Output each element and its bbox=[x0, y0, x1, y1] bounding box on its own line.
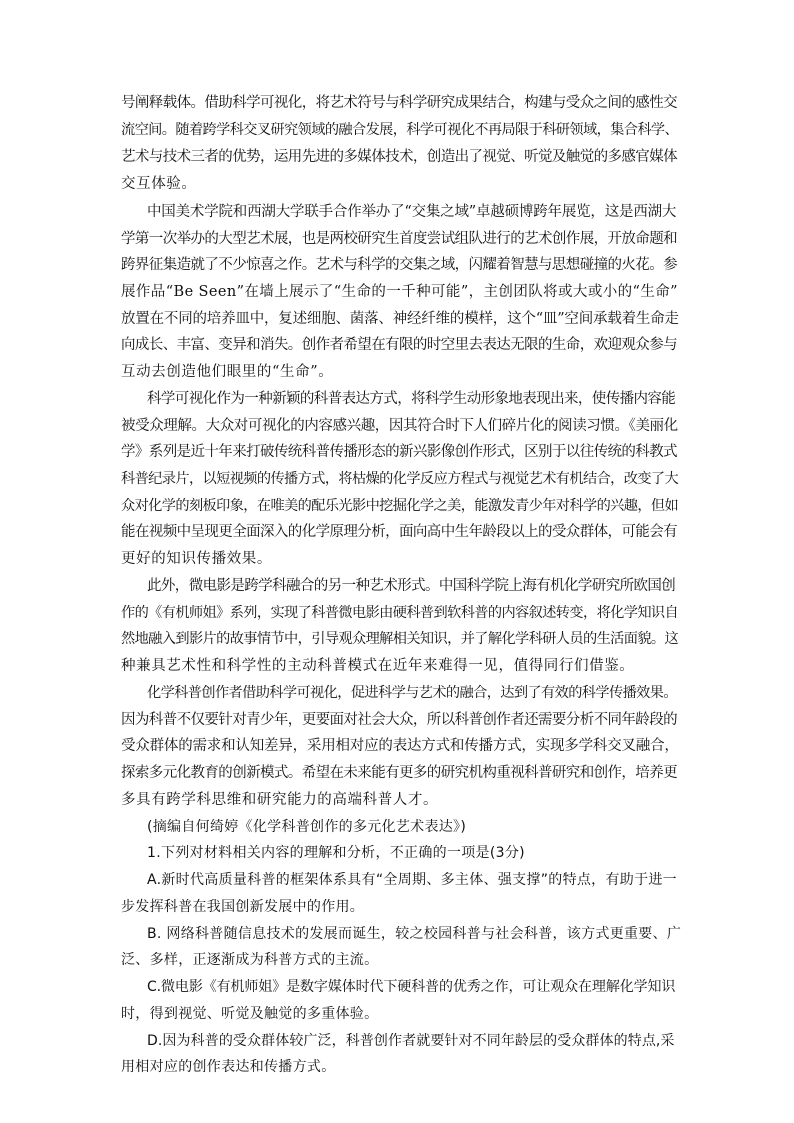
paragraph-2-line: 展作品“Be Seen”在墙上展示了“生命的一千种可能”，主创团队将或大或小的“生命” bbox=[121, 284, 678, 300]
paragraph-5-line: 多具有跨学科思维和研究能力的高端科普人才。 bbox=[121, 792, 439, 808]
paragraph-2-line: 跨界征集造就了不少惊喜之作。艺术与科学的交集之域，闪耀着智慧与思想碰撞的火花。参 bbox=[121, 257, 677, 273]
question-stem: 1.下列对材料相关内容的理解和分析，不正确的一项是(3分) bbox=[147, 845, 525, 861]
option-b-line: 泛、多样，正逐渐成为科普方式的主流。 bbox=[121, 952, 379, 968]
paragraph-4-line: 此外，微电影是跨学科融合的另一种艺术形式。中国科学院上海有机化学研究所欧国创 bbox=[147, 578, 676, 594]
paragraph-1-line: 艺术与技术三者的优势，运用先进的多媒体技术，创造出了视觉、听觉及触觉的多感官媒体 bbox=[121, 149, 677, 165]
option-a-line: A.新时代高质量科普的框架体系具有“全周期、多主体、强支撑”的特点，有助于进一 bbox=[147, 872, 677, 888]
paragraph-3-line: 众对化学的刻板印象，在唯美的配乐光影中挖掘化学之美，能激发青少年对科学的兴趣，但如 bbox=[121, 498, 679, 514]
option-d-line: D.因为科普的受众群体较广泛，科普创作者就要针对不同年龄层的受众群体的特点,采 bbox=[147, 1033, 675, 1049]
paragraph-3-line: 科普纪录片，以短视频的传播方式，将枯燥的化学反应方程式与视觉艺术有机结合，改变了大 bbox=[121, 471, 679, 487]
paragraph-4-line: 作的《有机师姐》系列，实现了科普微电影由硬科普到软科普的内容叙述转变，将化学知识自 bbox=[121, 605, 679, 621]
paragraph-1-line: 流空间。随着跨学科交叉研究领域的融合发展，科学可视化不再局限于科研领域，集合科学、 bbox=[121, 122, 679, 138]
paragraph-5-line: 化学科普创作者借助科学可视化，促进科学与艺术的融合，达到了有效的科学传播效果。 bbox=[147, 685, 677, 701]
paragraph-1-line: 号阐释载体。借助科学可视化，将艺术符号与科学研究成果结合，构建与受众之间的感性交 bbox=[121, 95, 677, 111]
paragraph-5-line: 因为科普不仅要针对青少年，更要面对社会大众，所以科普创作者还需要分析不同年龄段的 bbox=[121, 712, 677, 728]
option-c-line: C.微电影《有机师姐》是数字媒体时代下硬科普的优秀之作，可让观众在理解化学知识 bbox=[147, 979, 676, 995]
paragraph-5-line: 受众群体的需求和认知差异，采用相对应的表达方式和传播方式，实现多学科交叉融合， bbox=[121, 738, 679, 754]
paragraph-2-line: 互动去创造他们眼里的“生命”。 bbox=[121, 364, 334, 380]
paragraph-4-line: 然地融入到影片的故事情节中，引导观众理解相关知识，并了解化学科研人员的生活面貌。这 bbox=[121, 631, 679, 647]
paragraph-4-line: 种兼具艺术性和科学性的主动科普模式在近年来难得一见，值得同行们借鉴。 bbox=[121, 658, 635, 674]
paragraph-2-line: 向成长、丰富、变异和消失。创作者希望在有限的时空里去表达无限的生命，欢迎观众参与 bbox=[121, 337, 677, 353]
paragraph-1-line: 交互体验。 bbox=[121, 176, 197, 192]
paragraph-2-line: 放置在不同的培养皿中，复述细胞、菌落、神经纤维的模样，这个“皿”空间承载着生命走 bbox=[121, 311, 679, 327]
paragraph-3-line: 科学可视化作为一种新颖的科普表达方式，将科学生动形象地表现出来，使传播内容能 bbox=[147, 391, 676, 407]
paragraph-3-line: 被受众理解。大众对可视化的内容感兴趣，因其符合时下人们碎片化的阅读习惯。《美丽化 bbox=[121, 418, 678, 434]
paragraph-3-line: 更好的知识传播效果。 bbox=[121, 551, 272, 567]
paragraph-2-line: 学第一次举办的大型艺术展，也是两校研究生首度尝试组队进行的艺术创作展，开放命题和 bbox=[121, 231, 677, 247]
source-citation: (摘编自何绮婷《化学科普创作的多元化艺术表达》) bbox=[147, 819, 467, 835]
paragraph-5-line: 探索多元化教育的创新模式。希望在未来能有更多的研究机构重视科普研究和创作，培养更 bbox=[121, 765, 677, 781]
paragraph-2-line: 中国美术学院和西湖大学联手合作举办了“交集之域”卓越硕博跨年展览，这是西湖大 bbox=[147, 204, 677, 220]
option-a-line: 步发挥科普在我国创新发展中的作用。 bbox=[121, 899, 365, 915]
paragraph-3-line: 能在视频中呈现更全面深入的化学原理分析，面向高中生年龄段以上的受众群体，可能会有 bbox=[121, 524, 677, 540]
option-d-line: 用相对应的创作表达和传播方式。 bbox=[121, 1059, 336, 1075]
option-c-line: 时，得到视觉、听觉及触觉的多重体验。 bbox=[121, 1006, 379, 1022]
option-b-line: B. 网络科普随信息技术的发展而诞生，较之校园科普与社会科普，该方式更重要、广 bbox=[147, 926, 682, 942]
paragraph-3-line: 学》系列是近十年来打破传统科普传播形态的新兴影像创作形式，区别于以往传统的科教式 bbox=[121, 444, 677, 460]
